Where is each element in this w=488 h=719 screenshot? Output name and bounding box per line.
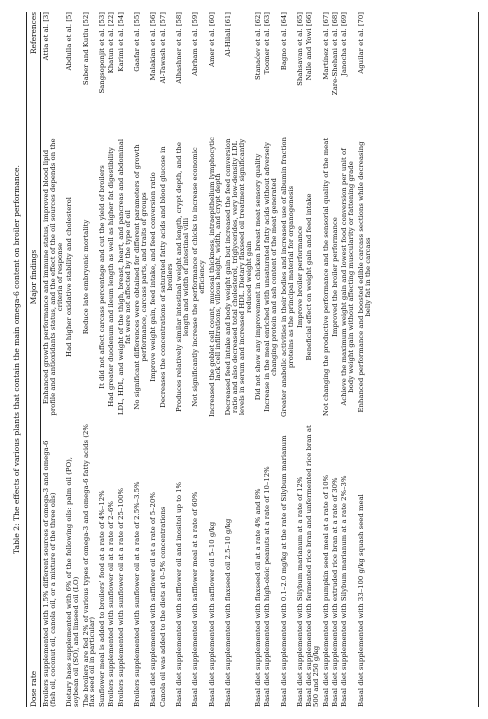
findings-cell	[341, 117, 355, 437]
findings-cell-line: Increase in the meal enriched with unsaturated fatty acids without adversely	[263, 142, 272, 412]
dose-cell	[255, 445, 262, 707]
findings-cell-line: LDL, HDL, and weight of the thigh, breast, heart, and pancreas and abdominal	[116, 138, 125, 416]
findings-cell	[281, 117, 295, 437]
reference-cell: Sangsoponjit et al. [53]	[97, 12, 106, 94]
reference-cell: Amer et al. [60]	[207, 12, 216, 67]
findings-cell	[192, 117, 206, 437]
header-major-findings: Major findings	[29, 249, 38, 305]
dose-cell	[176, 445, 183, 707]
dose-cell	[150, 445, 157, 707]
reference-cell: Martínez et al. [67]	[321, 12, 330, 80]
findings-cell	[43, 117, 64, 437]
table-row	[323, 12, 330, 707]
header-references: References	[29, 12, 38, 55]
findings-cell-line: reduced weight gain	[244, 241, 253, 313]
findings-cell-line: Increased the goblet cell count, mucosal thickness, intraepithelium lymphocytic	[207, 137, 216, 417]
findings-cell	[160, 117, 174, 437]
findings-cell-line: performance, carcass parts, and traits of groups	[139, 192, 148, 362]
header-dose-rate: Dose rate	[29, 670, 38, 707]
findings-cell-line: body weight gain without affecting muscularity or fattening grade	[347, 161, 356, 393]
table-row	[134, 12, 148, 707]
dose-cell-line: 500 and 250 g/kg	[312, 645, 321, 707]
findings-cell	[323, 117, 330, 437]
dose-cell	[332, 445, 339, 707]
table-caption: Table 2: The effects of various plants that contain the main omega-6 content on broiler performance.	[12, 165, 21, 554]
findings-cell-line: Had greater duodenum and ileum length as well as higher fat digestibility	[107, 147, 116, 407]
dose-cell-line: Basal diet supplemented with safflower meal at a rate of 60%	[191, 491, 200, 707]
findings-cell-line: criteria of response	[55, 242, 64, 312]
dose-cell-line: Broilers supplemented with 1.5% different sources of omega-3 and omega-6	[42, 440, 50, 707]
findings-cell	[264, 117, 278, 437]
reference-cell: Alhashner et al. [58]	[174, 12, 183, 84]
findings-cell-line: ratio and also decreased total cholesterol, triglycerides, very low-density LDL	[230, 140, 239, 414]
findings-cell	[209, 117, 223, 437]
findings-cell-line: Reduce late embryonic mortality	[81, 219, 90, 335]
table-row	[358, 12, 372, 707]
dose-cell-line: Sunflower meal is added to broilers' food at a rate of 4%–12%	[97, 490, 106, 707]
findings-cell-line: Greater anabolic activities in their bodies and increased use of albumin fraction	[279, 137, 288, 417]
dose-cell	[81, 424, 97, 707]
findings-cell-line: It did not affect carcass percentage and cut the yield of broilers	[97, 165, 106, 389]
dose-cell	[99, 445, 106, 707]
findings-cell-line: lack cell infiltrations, villous height, width, and crypt depth	[214, 173, 223, 381]
dose-cell	[341, 445, 348, 707]
dose-cell-line: Basal diet supplemented with flaxseed oil at a rate 4% and 8%	[253, 488, 262, 707]
findings-cell	[306, 117, 313, 437]
findings-cell	[255, 117, 262, 437]
dose-cell	[108, 445, 115, 707]
dose-cell-line: Dietary base supplemented with 6% of the following oils: palm oil (PO),	[65, 457, 74, 707]
findings-cell	[297, 117, 304, 437]
reference-cell: Shahsavan et al. [65]	[295, 12, 304, 86]
findings-cell-line: Achieve the maximum weight gain and lowest food conversion per unit of	[340, 148, 349, 406]
findings-cell-line: efficiency	[198, 260, 207, 294]
reference-cell: Nalle and Yowi [66]	[305, 12, 314, 81]
reference-cell: Janocha et al. [69]	[340, 12, 349, 76]
dose-cell	[118, 445, 125, 707]
dose-cell	[134, 445, 141, 707]
dose-cell-line: Broilers supplemented with sunflower oil at a rate of 2.5%–3.5%	[132, 481, 141, 707]
rule-bottom	[478, 12, 479, 707]
table-row	[341, 12, 355, 707]
reference-cell: Khatun et al. [22]	[107, 12, 116, 74]
findings-cell-line: Had higher oxidative stability and cholesterol	[65, 197, 74, 357]
dose-cell	[209, 445, 216, 707]
reference-cell: Malakian et al. [56]	[149, 12, 158, 81]
findings-cell-line: Not significantly increase the performance of chicks to increase economic	[191, 147, 200, 407]
dose-cell-line: Basal diet supplemented with safflower oil 5–10 g/kg	[207, 521, 216, 707]
findings-cell-line: Improve weight gain, feed intake, and feed conversion ratio	[149, 172, 158, 382]
reference-cell: Saber and Kutlu [52]	[81, 12, 90, 86]
dose-cell-line: Basal diet supplemented with extruded rice bran at a rate of 30%	[331, 477, 339, 707]
table-row	[83, 12, 97, 707]
reference-cell: Attia et al. [3]	[42, 12, 50, 61]
reference-cell: Gaafar et al. [55]	[132, 12, 141, 72]
findings-cell	[83, 117, 90, 437]
dose-cell	[323, 445, 330, 707]
findings-cell	[108, 117, 115, 437]
dose-cell-line: flax seed oil in particular)	[88, 616, 97, 707]
findings-cell-line: proteins as the principal material for organogenesis	[286, 185, 295, 369]
findings-cell	[118, 117, 132, 437]
findings-cell-line: Produces relatively similar intestinal weight and length, crypt depth, and the	[174, 142, 183, 412]
findings-cell	[332, 117, 339, 437]
dose-cell-line: Basal diet supplemented with Silybum marianum at a rate of 12%	[295, 476, 304, 707]
findings-cell-line: Enhanced growth performance and immune status, improved blood lipid	[42, 149, 50, 405]
dose-cell-line: Basal diet supplemented with 33–100 g/kg squash seed meal	[356, 494, 365, 707]
dose-cell	[225, 445, 232, 707]
rule-header	[40, 12, 41, 707]
findings-cell	[150, 117, 157, 437]
findings-cell	[225, 117, 253, 437]
dose-cell	[297, 445, 304, 707]
dose-cell-line: Basal diet supplemented with pumpkin seed meal at a rate of 10%	[321, 474, 330, 707]
dose-cell-line: soybean oil (SO), and linseed oil (LO)	[72, 576, 81, 707]
dose-cell-line: Basal diet supplemented with safflower oil at a rate of 5–20%	[149, 492, 158, 707]
findings-cell-line: belly fat in the carcass	[363, 237, 372, 317]
reference-cell: Zare-Shehani et al. [68]	[331, 12, 339, 96]
dose-cell-line: Basal diet supplemented with fermented rice bran and unfermented rice bran at	[305, 425, 314, 707]
table-row	[306, 12, 320, 707]
findings-cell	[134, 117, 148, 437]
dose-cell	[305, 425, 321, 707]
dose-cell	[358, 445, 365, 707]
table-row	[99, 12, 106, 707]
reference-cell: Stanaćev et al. [62]	[253, 12, 262, 81]
dose-cell	[192, 445, 199, 707]
table-row	[297, 12, 304, 707]
findings-cell-line: Decreased feed intake and body weight gain but increased the feed conversion	[223, 138, 232, 416]
findings-cell-line: Improve broiler performance	[295, 226, 304, 328]
findings-cell-line: broilers	[165, 263, 174, 291]
reference-cell: Al-Tawash et al. [57]	[158, 12, 167, 84]
reference-cell: Abrham et al. [59]	[191, 12, 200, 76]
dose-cell-line: The broilers are fed 2% of various types of omega-3 and omega-6 fatty acids (2%	[81, 424, 90, 707]
dose-cell-line: Broilers supplemented with sunflower oil at a rate of 2–6%	[107, 501, 116, 707]
findings-cell-line: Did not show any improvement in chicken breast meat sensory quality	[253, 153, 262, 401]
findings-cell	[358, 117, 372, 437]
findings-cell-line: length and width of intestinal villi	[181, 217, 190, 337]
dose-cell-line: Basal diet supplemented with safflower oil and inositol up to 1%	[174, 481, 183, 707]
table-row	[264, 12, 278, 707]
table-row	[209, 12, 223, 707]
table-row	[281, 12, 295, 707]
table-row	[192, 12, 206, 707]
findings-cell-line: profile and antioxidants status, and the effect of the oil sources depends on the	[48, 138, 57, 416]
findings-cell-line: Improved the broiler performance	[331, 217, 339, 337]
dose-cell-line: (fish oil, coconut oil, canola oil, or a mixture of the three oils)	[48, 492, 57, 707]
dose-cell-line: Broilers supplemented with sunflower oil at a rate of 25–100%	[116, 487, 125, 707]
reference-cell: Bagno et al. [64]	[279, 12, 288, 71]
table-row	[225, 12, 253, 707]
dose-cell	[264, 445, 271, 707]
dose-cell-line: Canola oil was added to the diets at 0–5% concentrations	[158, 506, 167, 707]
reference-cell: Al-Hilali [61]	[223, 12, 232, 57]
findings-cell	[99, 117, 106, 437]
dose-cell-line: Basal diet supplemented with high-oleic peanuts at a rate of 10–12%	[263, 466, 272, 707]
dose-cell	[279, 435, 288, 707]
findings-cell-line: No significant differences were obtained for different parameters of growth	[132, 144, 141, 410]
table-row	[66, 12, 80, 707]
table-row	[43, 12, 64, 707]
findings-cell-line: Decreases the concentrations of saturated fatty acids and blood glucose in	[158, 146, 167, 408]
dose-cell	[160, 445, 167, 707]
findings-cell-line: Beneficial effect on weight gain and feed intake	[305, 193, 314, 361]
table-row	[332, 12, 339, 707]
table-row	[255, 12, 262, 707]
reference-cell: Toomer et al. [63]	[263, 12, 272, 75]
findings-cell-line: Enhanced performance and boosted edible carcass sections while decreasing	[356, 141, 365, 413]
table-row	[108, 12, 115, 707]
dose-cell-line: Basal diet supplemented with 0.1–2.0 mg/kg at the rate of Silybum marianum	[279, 435, 288, 707]
dose-cell-line: Basal diet supplemented with flaxseed oil 2.5–10 g/kg	[223, 518, 232, 707]
table-row	[160, 12, 174, 707]
reference-cell: Abdulla et al. [5]	[65, 12, 74, 71]
reference-cell: Aguilar et al. [70]	[356, 12, 365, 74]
findings-cell	[66, 117, 73, 437]
findings-cell-line: levels in serum and increased HDL. Dietary flaxseed oil treatment significantly	[237, 138, 246, 416]
findings-cell-line: fat were not affected by the type of oil	[123, 210, 132, 344]
findings-cell-line: changing protein and ash content of the meat generated	[270, 178, 279, 376]
findings-cell	[176, 117, 190, 437]
table-row	[118, 12, 132, 707]
rule-top	[26, 12, 27, 707]
table-row	[150, 12, 157, 707]
table-row	[176, 12, 190, 707]
dose-cell	[66, 445, 80, 707]
reference-cell: Karimi et al. [54]	[116, 12, 125, 72]
findings-cell-line: Not changing the productive performance and the sensorial quality of the meat	[321, 137, 330, 417]
dose-cell	[42, 440, 57, 707]
dose-cell-line: Basal diet supplemented with Silybum marianum at a rate 2%–3%	[340, 475, 349, 707]
